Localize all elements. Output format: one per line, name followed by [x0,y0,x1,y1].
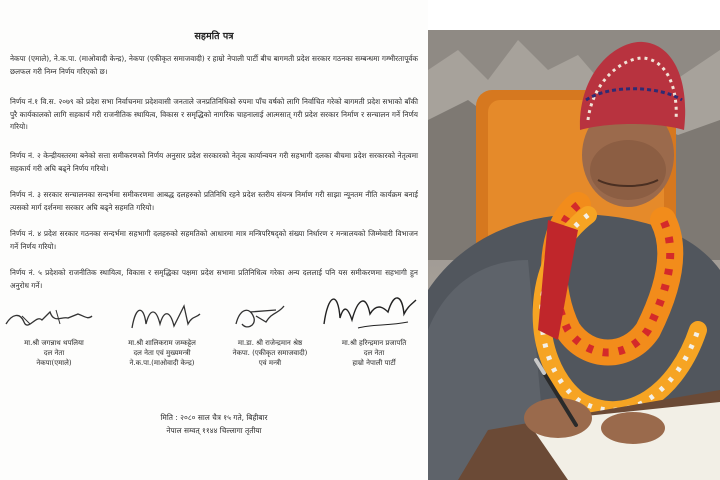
signatory-name: मा.श्री हरिन्द्रमान प्रजापति [341,339,407,347]
signatory-role: दल नेता [43,349,65,357]
date-line: मिति : २०८० साल चैत्र १५ गते, बिहीबार [160,413,268,422]
era-line: नेपाल सम्वत् ११४४ चिल्लागा तृतीया [166,426,262,435]
signatory-4 [322,338,426,368]
signatory-role: दल नेता एवं मुख्यमन्त्री [133,349,191,357]
signatory-party: ने.क.पा.(माओवादी केन्द्र) [129,359,195,367]
signatory-name: मा.श्री शालिकराम जम्कट्टेल [128,339,196,347]
document-footer [0,411,428,437]
decision-3: निर्णय नं. ३ सरकार सन्चालनका सन्दर्भमा समीकरणमा आबद्ध दलहरुको प्रतिनिधि रहने प्रदेश स्तरीय संयन्त्र निर्माण गरी साझा न्यूनतम नीति कार्यक्रम बनाई त्यसको मार्ग दर्शनमा सरकार अघि बढ्ने सहमति गरियो। [10,190,418,212]
signature-3-scribble [226,294,296,338]
decision-2: निर्णय नं. २ केन्द्रीयस्तरमा बनेको सत्ता समीकरणको निर्णय अनुसार प्रदेश सरकारको नेतृत्व कार्यान्वयन गरी सहभागी दलका बीचमा प्रदेश सरकारको नेतृत्वमा सहकार्य गरी अघि बढ्ने निर्णय गरियो। [10,151,418,173]
signatory-name: मा.डा. श्री राजेन्द्रमान श्रेष्ठ [237,339,303,347]
signatory-name: मा.श्री जगन्नाथ थपलिया [24,339,84,347]
signature-4-scribble [318,284,418,340]
signatory-3 [218,338,322,368]
decision-5: निर्णय नं. ५ प्रदेशको राजनीतिक स्थायित्व, विकास र समृद्धिका पक्षमा प्रदेश सभामा प्रतिनिधित्व गरेका अन्य दललाई पनि यस समीकरणमा सहभागी हुन अनुरोध गर्ने। [10,268,418,290]
decision-1: निर्णय नं.१ वि.स. २०७९ को प्रदेश सभा निर्वाचनमा प्रदेशवासी जनताले जनप्रतिनिधिको रुपमा पाँच वर्षको लागि निर्वाचित गरेको बागमती प्रदेश सभाको बाँकी पुरै कार्यकालको लागि सहकार्य गरी राजनीतिक स्थायित्व, विकास र समृद्धिको नागरिक चाहनालाई आत्मसात् गरी प्रदेश सरकार निर्माण र सन्चालन गर्ने निर्णय गरियो। [10,97,418,131]
signatory-role: नेकपा. (एकीकृत समाजवादी) [232,349,308,357]
decision-4: निर्णय नं. ४ प्रदेश सरकार गठनका सन्दर्भमा सहभागी दलहरुको सहमतिको आधारमा मात्र मन्त्रिपरिषद्को संख्या निर्धारण र मन्त्रालयको जिम्मेवारी विभाजन गर्ने निर्णय गरियो। [10,229,418,251]
signatory-role: दल नेता [363,349,385,357]
signing-photo [428,30,720,480]
signatory-party: हाम्रो नेपाली पार्टी [352,359,396,367]
document-title: सहमति पत्र [194,31,234,42]
photo-illustration [428,30,720,480]
signature-1-scribble [2,294,94,334]
signatory-1 [2,338,106,368]
signature-2-scribble [124,294,204,338]
signatory-party: एवं मन्त्री [258,359,282,367]
signatory-2 [106,338,218,368]
intro-paragraph: नेकपा (एमाले), ने.क.पा. (माओवादी केन्द्र), नेकपा (एकीकृत समाजवादी) र हाम्रो नेपाली पार्टी बीच बागमती प्रदेश सरकार गठनका सम्बन्धमा गम्भीरतापूर्वक छलफल गरी निम्न निर्णय गरिएको छ। [10,54,418,76]
signatory-party: नेकपा(एमाले) [36,359,72,367]
